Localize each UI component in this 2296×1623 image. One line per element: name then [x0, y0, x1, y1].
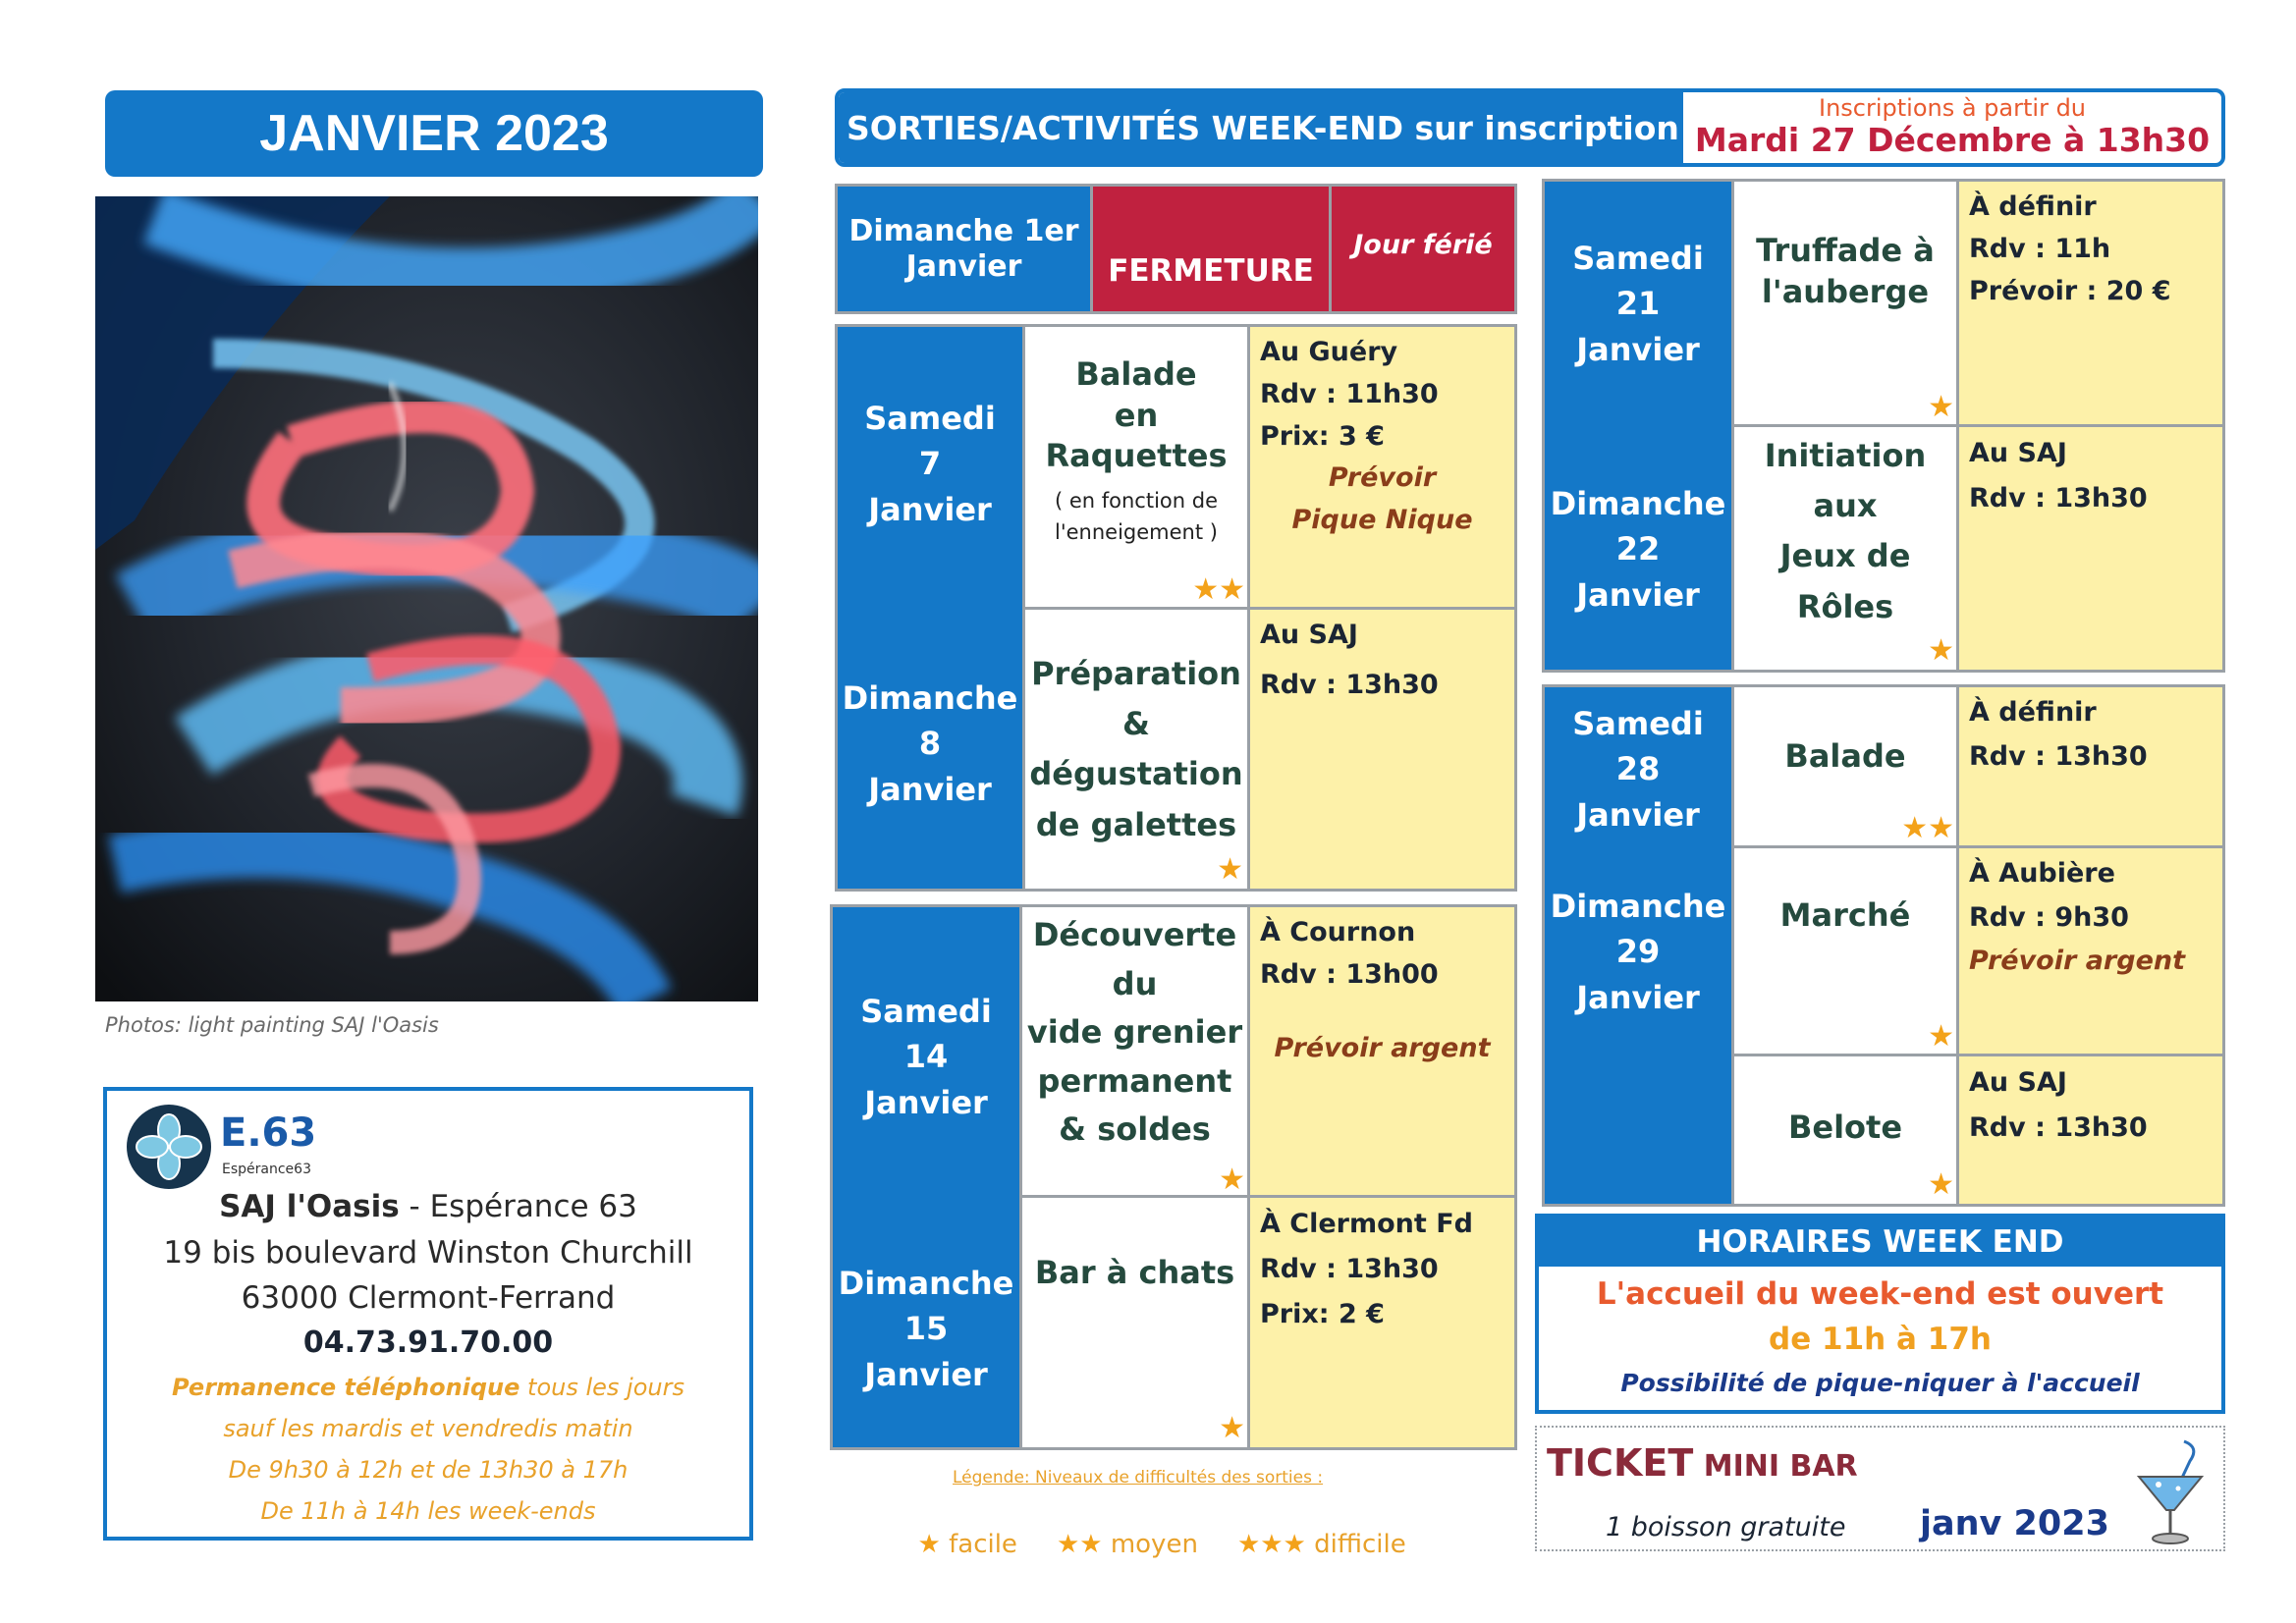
ticket-subtitle: 1 boisson gratuite	[1606, 1512, 1846, 1542]
light-painting-photo	[95, 196, 758, 1001]
difficulty-stars: ★	[1219, 1411, 1245, 1445]
week-21-22-block	[1542, 179, 2225, 673]
day-name: Dimanche	[838, 1265, 1014, 1302]
day-month: Janvier	[1576, 978, 1700, 1016]
difficulty-stars: ★	[1928, 390, 1954, 424]
weekend-hours-title: HORAIRES WEEK END	[1696, 1224, 2064, 1260]
activity-note-line: l'enneigement )	[1055, 519, 1218, 544]
ticket-title-small: MINI BAR	[1693, 1449, 1858, 1484]
activity-line: Truffade à	[1756, 232, 1935, 269]
org-address-line1: 19 bis boulevard Winston Churchill	[163, 1235, 693, 1271]
legend-title: Légende: Niveaux de difficultés des sorties :	[953, 1468, 1324, 1488]
activity-title	[1734, 431, 1956, 632]
light-painting-image	[95, 196, 758, 1001]
activity-line: Balade	[1075, 355, 1197, 393]
info-location: À définir	[1969, 697, 2097, 728]
activity-line: Jeux de Rôles	[1779, 537, 1911, 625]
info-cell-clermont	[1250, 1198, 1514, 1447]
info-price: Prix: 2 €	[1260, 1298, 1385, 1329]
info-rdv: Rdv : 9h30	[1969, 901, 2129, 933]
closure-note-cell	[1329, 187, 1514, 311]
activity-line: Préparation	[1031, 655, 1241, 692]
info-cell-guery	[1250, 327, 1514, 610]
info-rdv: Rdv : 11h30	[1260, 379, 1439, 410]
activity-title: Balade	[1784, 737, 1906, 775]
info-rdv: Rdv : 13h30	[1260, 670, 1439, 701]
activity-line: Découverte	[1032, 916, 1237, 953]
day-dimanche-15	[833, 1261, 1019, 1397]
info-cell-cournon	[1250, 907, 1514, 1198]
day-name: Dimanche	[1550, 485, 1726, 522]
legend-label-difficile: difficile	[1305, 1530, 1406, 1559]
difficulty-stars: ★	[1928, 1019, 1954, 1054]
legend-star-1: ★	[917, 1530, 941, 1559]
perm-line1-bold: Permanence téléphonique	[171, 1374, 520, 1401]
day-samedi-21	[1545, 236, 1731, 372]
closure-label-cell	[1090, 187, 1329, 311]
closure-row	[835, 184, 1517, 314]
activity-note-line: ( en fonction de	[1054, 489, 1219, 513]
day-samedi-14	[833, 989, 1019, 1125]
closure-label: FERMETURE	[1108, 252, 1314, 289]
legend-star-2: ★★	[1056, 1530, 1103, 1559]
week-28-29-block	[1542, 684, 2225, 1207]
org-phone: 04.73.91.70.00	[302, 1325, 554, 1360]
day-number: 15	[903, 1310, 949, 1348]
day-number: 22	[1615, 530, 1661, 568]
info-rdv: Rdv : 13h30	[1969, 740, 2148, 772]
activity-cell-balade	[1731, 687, 1959, 848]
day-dimanche-29	[1545, 884, 1731, 1020]
perm-line4: De 11h à 14h les week-ends	[260, 1497, 596, 1525]
info-price: Prix: 3 €	[1260, 421, 1385, 453]
weekend-hours-line1: L'accueil du week-end est ouvert	[1596, 1276, 2164, 1312]
perm-line3: De 9h30 à 12h et de 13h30 à 17h	[228, 1456, 629, 1484]
activity-cell-belote	[1731, 1056, 1959, 1204]
activity-line: &	[1122, 705, 1150, 743]
organization-box	[103, 1087, 753, 1541]
activity-title: Bar à chats	[1034, 1254, 1235, 1291]
info-rdv: Rdv : 13h30	[1260, 1253, 1439, 1284]
day-number: 14	[903, 1038, 949, 1076]
info-price: Prévoir : 20 €	[1969, 276, 2171, 307]
day-name: Samedi	[860, 993, 992, 1030]
info-location: Au Guéry	[1260, 337, 1398, 367]
info-lines	[1959, 687, 2222, 779]
day-month: Janvier	[864, 1355, 988, 1393]
activity-cell-galettes	[1022, 610, 1250, 889]
org-address-line2: 63000 Clermont-Ferrand	[241, 1280, 616, 1316]
activity-line: du	[1112, 964, 1158, 1002]
info-rdv: Rdv : 13h30	[1969, 482, 2148, 514]
info-location: À définir	[1969, 191, 2097, 222]
org-name	[107, 1189, 749, 1224]
info-prevoir: Prévoir argent	[1969, 946, 2186, 977]
ticket-date: janv 2023	[1920, 1504, 2109, 1543]
difficulty-stars: ★	[1928, 633, 1954, 668]
activity-cell-raquettes	[1022, 327, 1250, 610]
activity-cell-jeux-de-roles	[1731, 427, 1959, 670]
legend-label-facile: facile	[940, 1530, 1017, 1559]
difficulty-stars: ★★	[1192, 572, 1245, 607]
activity-cell-bar-a-chats	[1019, 1198, 1250, 1447]
org-name-bold: SAJ l'Oasis	[219, 1189, 400, 1224]
week-14-15-days	[833, 907, 1019, 1447]
closure-month: Janvier	[905, 248, 1022, 284]
difficulty-stars: ★	[1217, 852, 1243, 887]
activity-line: en	[1114, 396, 1159, 434]
info-prevoir	[1250, 457, 1514, 541]
week-28-29-days	[1545, 687, 1731, 1204]
info-cell-belote	[1959, 1056, 2222, 1204]
info-location: Au SAJ	[1969, 438, 2067, 468]
info-cell-balade	[1959, 687, 2222, 848]
difficulty-stars: ★	[1219, 1163, 1245, 1197]
ticket-title-big: TICKET	[1547, 1441, 1694, 1485]
info-lines	[1250, 907, 1514, 996]
activity-cell-truffade	[1731, 182, 1959, 427]
day-name: Dimanche	[1550, 888, 1726, 925]
legend-star-3: ★★★	[1236, 1530, 1306, 1559]
day-name: Samedi	[1572, 240, 1704, 277]
activities-header-title-bg	[839, 92, 1683, 163]
activities-header-title: SORTIES/ACTIVITÉS WEEK-END sur inscription	[847, 108, 1679, 147]
prevoir-line: Prévoir	[1328, 462, 1437, 493]
info-lines	[1250, 610, 1514, 706]
info-rdv: Rdv : 11h	[1969, 234, 2111, 265]
activities-header	[835, 88, 2225, 167]
prevoir-line: Pique Nique	[1291, 505, 1473, 536]
activity-line: l'auberge	[1761, 272, 1930, 310]
photo-caption: Photos: light painting SAJ l'Oasis	[105, 1013, 439, 1037]
activity-line: Raquettes	[1045, 437, 1228, 475]
difficulty-stars: ★	[1928, 1167, 1954, 1202]
day-number: 7	[918, 445, 942, 483]
info-location: Au SAJ	[1260, 620, 1358, 650]
day-month: Janvier	[868, 770, 992, 808]
day-dimanche-8	[838, 676, 1022, 812]
day-month: Janvier	[868, 490, 992, 528]
legend-label-moyen: moyen	[1102, 1530, 1198, 1559]
activity-line: vide grenier	[1026, 1013, 1243, 1052]
closure-day-name: Dimanche 1er	[848, 213, 1079, 248]
activity-title: Marché	[1779, 896, 1911, 934]
day-month: Janvier	[1576, 795, 1700, 834]
activity-cell-vide-grenier	[1019, 907, 1250, 1198]
cocktail-glass-icon	[2131, 1437, 2210, 1547]
logo-subtext: Espérance63	[222, 1162, 311, 1177]
perm-line2: sauf les mardis et vendredis matin	[223, 1415, 633, 1442]
month-title: JANVIER 2023	[259, 105, 609, 162]
day-samedi-28	[1545, 701, 1731, 838]
info-lines	[1959, 848, 2222, 984]
activity-line: permanent	[1037, 1061, 1232, 1100]
info-cell-truffade	[1959, 182, 2222, 427]
weekend-hours-title-bg	[1539, 1217, 2221, 1267]
ticket-title	[1547, 1441, 1858, 1485]
week-14-15-block	[830, 904, 1517, 1450]
day-number: 28	[1615, 750, 1661, 788]
day-number: 29	[1615, 933, 1661, 971]
info-rdv: Rdv : 13h30	[1969, 1111, 2148, 1143]
day-name: Dimanche	[842, 679, 1018, 717]
day-month: Janvier	[864, 1083, 988, 1121]
day-dimanche-22	[1545, 481, 1731, 618]
activity-line: & soldes	[1059, 1110, 1211, 1149]
day-name: Samedi	[864, 400, 996, 437]
activity-line: Initiation	[1764, 437, 1927, 474]
inscription-line2: Mardi 27 Décembre à 13h30	[1694, 121, 2211, 160]
info-location: À Cournon	[1260, 917, 1416, 947]
day-number: 21	[1615, 285, 1661, 323]
perm-line1-rest: tous les jours	[519, 1374, 684, 1401]
weekend-hours-line3: Possibilité de pique-niquer à l'accueil	[1620, 1369, 2140, 1397]
closure-day	[838, 187, 1090, 311]
info-cell-saj	[1250, 610, 1514, 889]
inscription-line1: Inscriptions à partir du	[1818, 94, 2087, 122]
day-month: Janvier	[1576, 575, 1700, 614]
activity-cell-marche	[1731, 848, 1959, 1056]
week-7-8-block	[835, 324, 1517, 892]
month-title-banner	[105, 90, 763, 177]
activity-line: de galettes	[1035, 805, 1237, 843]
info-location: Au SAJ	[1969, 1067, 2067, 1098]
info-rdv: Rdv : 13h00	[1260, 959, 1439, 991]
perm-line1	[107, 1374, 749, 1401]
info-lines	[1959, 1056, 2222, 1151]
day-samedi-7	[838, 396, 1022, 532]
activity-note	[1025, 486, 1247, 548]
activity-line: aux	[1813, 487, 1878, 525]
info-location: À Clermont Fd	[1260, 1209, 1473, 1239]
weekend-hours-line2: de 11h à 17h	[1769, 1322, 1992, 1357]
difficulty-stars: ★★	[1901, 811, 1954, 845]
week-21-22-days	[1545, 182, 1731, 670]
info-cell-marche	[1959, 848, 2222, 1056]
inscription-info	[1683, 92, 2221, 163]
e63-logo-icon	[127, 1105, 211, 1189]
day-month: Janvier	[1576, 330, 1700, 368]
activity-line: dégustation	[1029, 755, 1243, 793]
day-name: Samedi	[1572, 705, 1704, 742]
info-lines	[1250, 327, 1514, 459]
activity-title	[1734, 231, 1956, 312]
info-location: À Aubière	[1969, 858, 2115, 889]
logo-text: E.63	[220, 1110, 317, 1156]
org-name-rest: - Espérance 63	[399, 1189, 637, 1224]
info-prevoir: Prévoir argent	[1274, 1033, 1491, 1063]
activity-title	[1025, 354, 1247, 477]
day-number: 8	[918, 725, 942, 763]
week-7-8-days	[838, 327, 1022, 889]
info-lines	[1959, 182, 2222, 313]
info-lines	[1959, 427, 2222, 521]
info-lines	[1250, 1198, 1514, 1337]
weekend-hours-box	[1535, 1214, 2225, 1414]
info-cell-jeux-de-roles	[1959, 427, 2222, 670]
activity-title	[1025, 649, 1247, 850]
activity-title	[1022, 911, 1247, 1155]
legend-row	[902, 1500, 1406, 1559]
closure-note: Jour férié	[1353, 230, 1493, 260]
mini-bar-ticket	[1535, 1426, 2225, 1551]
activity-title: Belote	[1787, 1109, 1903, 1146]
